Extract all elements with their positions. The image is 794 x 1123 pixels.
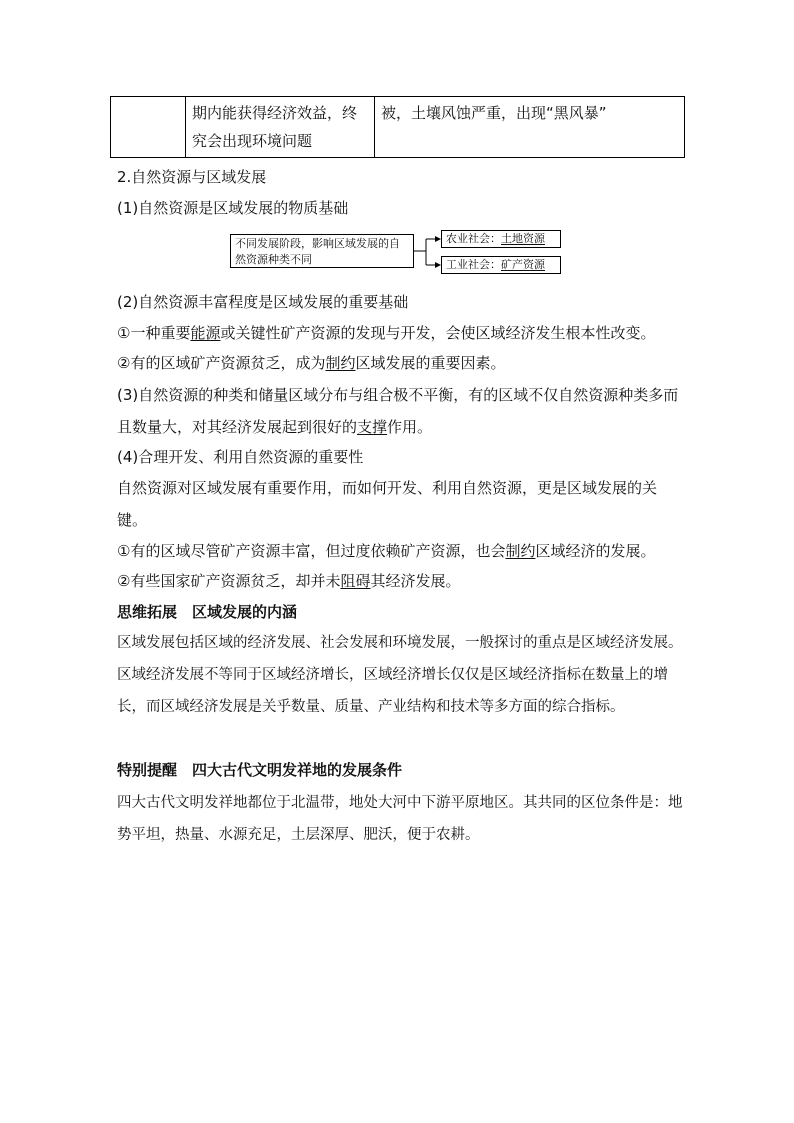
table-row — [111, 97, 685, 158]
subheading: (4)合理开发、利用自然资源的重要性 — [117, 448, 364, 466]
list-item: ②有的区域矿产资源贫乏，成为制约区域发展的重要因素。 — [117, 354, 506, 372]
table-cell: 被，土壤风蚀严重，出现“黑风暴” — [375, 97, 685, 158]
paragraph: 自然资源对区域发展有重要作用，而如何开发、利用自然资源，更是区域发展的关键。 — [117, 479, 658, 529]
subheading: (1)自然资源是区域发展的物质基础 — [117, 199, 349, 217]
branch-label: 工业社会： — [446, 258, 501, 271]
diagram-branch-industry — [441, 256, 561, 274]
extension-text: 区域发展包括区域的经济发展、社会发展和环境发展，一般探讨的重点是区域经济发展。区域经济发展不等同于区域经济增长，区域经济增长仅仅是区域经济指标在数量上的增长，而区域经济发展是关乎数量、质量、产业结构和技术等多方面的综合指标。 — [117, 635, 683, 715]
extension-title: 思维拓展 区域发展的内涵 — [117, 603, 298, 621]
branch-label: 农业社会： — [446, 232, 501, 245]
underlined-answer: 能源 — [190, 324, 221, 342]
tip-text: 四大古代文明发祥地都位于北温带，地处大河中下游平原地区。其共同的区位条件是：地势平坦，热量、水源充足，土层深厚、肥沃，便于农耕。 — [117, 795, 683, 843]
branch-answer: 矿产资源 — [501, 258, 545, 271]
list-item: ①一种重要能源或关键性矿产资源的发现与开发，会使区域经济发生根本性改变。 — [117, 324, 656, 342]
list-item: ②有些国家矿产资源贫乏，却并未阻碍其经济发展。 — [117, 572, 461, 590]
resource-diagram — [230, 228, 570, 280]
diagram-branch-agriculture — [441, 230, 561, 248]
subheading: (2)自然资源丰富程度是区域发展的重要基础 — [117, 293, 409, 311]
tip-title: 特别提醒 四大古代文明发祥地的发展条件 — [117, 761, 403, 779]
underlined-answer: 制约 — [325, 354, 356, 372]
comparison-table-fragment — [110, 96, 685, 158]
underlined-answer: 支撑 — [357, 418, 388, 436]
underlined-answer: 阻碍 — [340, 572, 371, 590]
underlined-answer: 制约 — [505, 542, 536, 560]
table-cell — [111, 97, 186, 158]
table-cell: 期内能获得经济效益，终究会出现环境问题 — [186, 97, 375, 158]
list-item: ①有的区域尽管矿产资源丰富，但过度依赖矿产资源，也会制约区域经济的发展。 — [117, 542, 656, 560]
section-heading: 2.自然资源与区域发展 — [117, 168, 267, 186]
diagram-main-box: 不同发展阶段，影响区域发展的自然资源种类不同 — [230, 234, 414, 268]
branch-answer: 土地资源 — [501, 232, 545, 245]
paragraph: (3)自然资源的种类和储量区域分布与组合极不平衡，有的区域不仅自然资源种类多而且数量大，对其经济发展起到很好的支撑作用。 — [117, 386, 679, 436]
